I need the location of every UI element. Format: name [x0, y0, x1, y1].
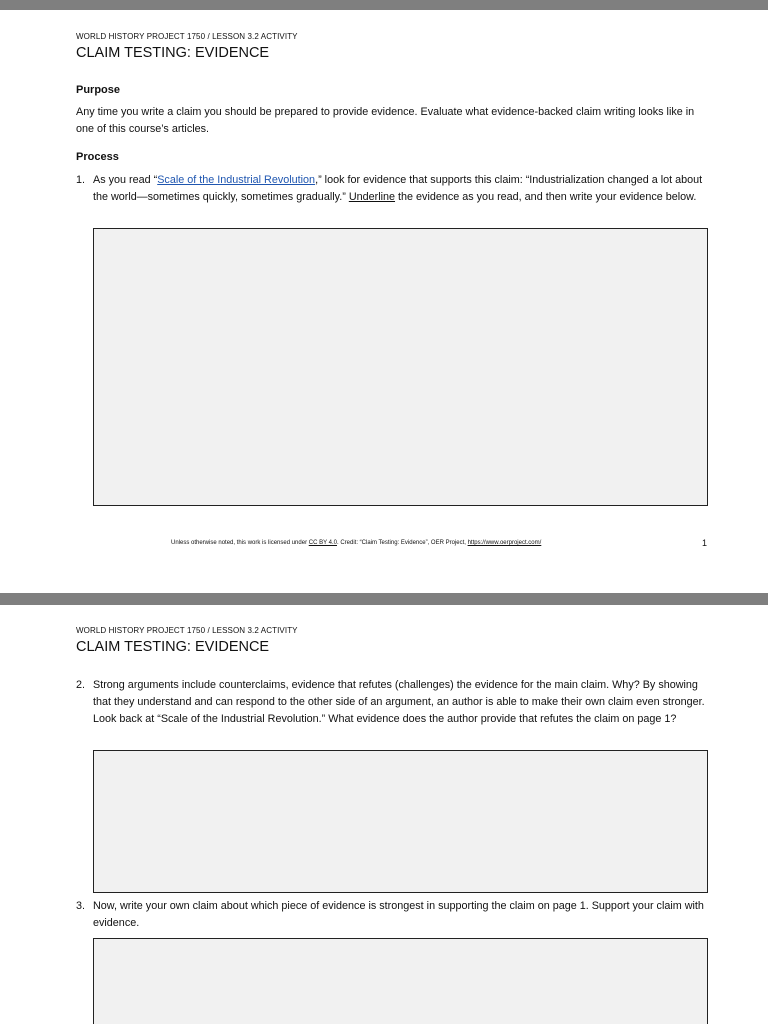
- url-link[interactable]: https://www.oerproject.com/: [467, 540, 542, 546]
- item-text: [93, 172, 710, 206]
- process-item-3: [76, 898, 710, 932]
- process-item-2: [76, 677, 710, 728]
- item-number: 2.: [76, 679, 86, 691]
- process-item-1: [76, 172, 710, 206]
- item-text: Strong arguments include counterclaims, evidence that refutes (challenges) the evidence for the main claim. Why? By showing that they understand and can respond to the other side of an argument, an author is able to make their own claim even stronger. Look back at “Scale of the Industrial Revolution.” What evidence does the author provide that refutes the claim on page 1?: [93, 679, 705, 725]
- purpose-heading: Purpose: [76, 84, 121, 96]
- page-title: CLAIM TESTING: EVIDENCE: [76, 45, 270, 61]
- answer-box-2[interactable]: [93, 750, 708, 893]
- document-page-1: [0, 10, 768, 593]
- item-text-part: ,” look for evidence that supports this claim: “Industrialization changed a lot about the world—sometimes quickly, sometimes gradually.”: [93, 174, 703, 203]
- answer-box-3[interactable]: [93, 938, 708, 1024]
- article-link[interactable]: Scale of the Industrial Revolution: [157, 174, 316, 186]
- item-number: 3.: [76, 900, 86, 912]
- lesson-kicker: WORLD HISTORY PROJECT 1750 / LESSON 3.2 ACTIVITY: [76, 626, 298, 635]
- document-page-2: [0, 605, 768, 1024]
- viewer-top-bar: [0, 0, 768, 10]
- item-text: Now, write your own claim about which piece of evidence is strongest in supporting the claim on page 1. Support your claim with evidence.: [93, 900, 704, 929]
- page-number: 1: [702, 538, 708, 548]
- page-separator: [0, 593, 768, 605]
- answer-box-1[interactable]: [93, 228, 708, 506]
- underline-word: Underline: [348, 191, 396, 203]
- footer-text-part: Unless otherwise noted, this work is licensed under: [171, 540, 309, 546]
- license-note: [171, 540, 541, 546]
- purpose-text: Any time you write a claim you should be prepared to provide evidence. Evaluate what evidence-backed claim writing looks like in one of this course’s articles.: [76, 106, 695, 135]
- item-text-part: As you read “: [93, 174, 158, 186]
- item-number: 1.: [76, 174, 86, 186]
- lesson-kicker: WORLD HISTORY PROJECT 1750 / LESSON 3.2 ACTIVITY: [76, 32, 298, 41]
- process-heading: Process: [76, 151, 119, 163]
- page-title: CLAIM TESTING: EVIDENCE: [76, 639, 270, 655]
- license-link[interactable]: CC BY 4.0: [308, 540, 337, 546]
- footer-text-part: . Credit: “Claim Testing: Evidence”, OER Project,: [336, 540, 468, 546]
- item-text-part: the evidence as you read, and then write your evidence below.: [395, 191, 697, 203]
- page-footer: [0, 538, 768, 552]
